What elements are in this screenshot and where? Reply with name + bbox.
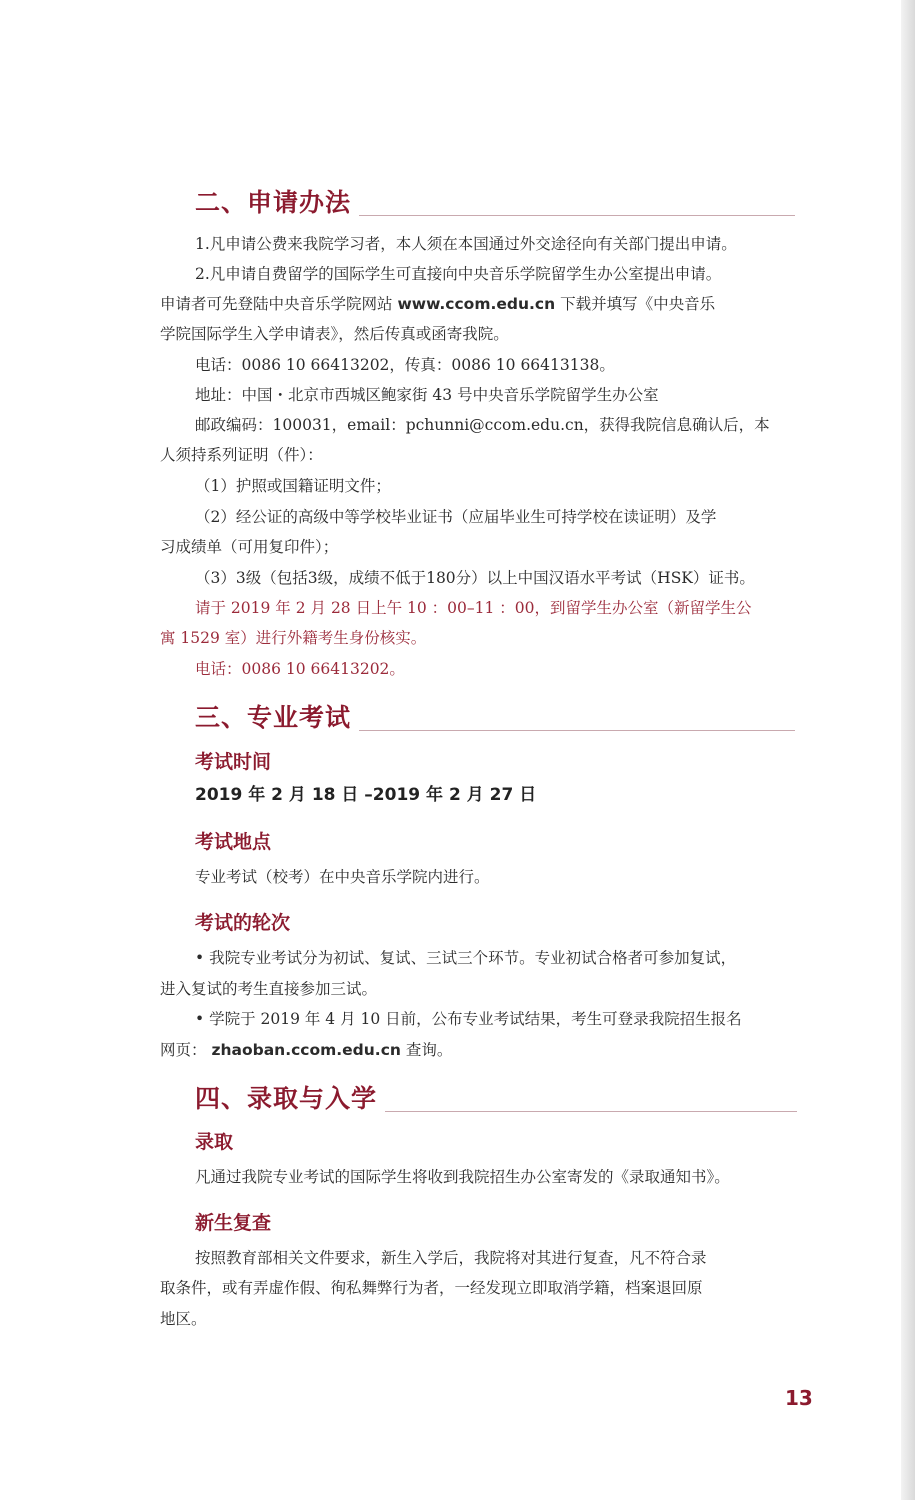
sec2-postcode-email: 邮政编码：100031，email：pchunni@ccom.edu.cn，获得我院信息确认后，本 [195,416,770,434]
section-4-title: 四、录取与入学 [195,1084,378,1113]
website-link[interactable]: www.ccom.edu.cn [397,295,556,313]
exam-place-heading: 考试地点 [195,831,272,853]
admission-site-link[interactable]: zhaoban.ccom.edu.cn [211,1041,401,1059]
exam-rounds-line-4 [160,1039,452,1061]
admission-heading: 录取 [195,1131,234,1153]
exam-rounds-line-4-text: 网页： [160,1041,207,1059]
section-4-rule [385,1111,797,1112]
sec2-line-3-tail: 下载并填写《中央音乐 [560,295,716,313]
section-2-title: 二、申请办法 [195,188,352,217]
exam-place-text: 专业考试（校考）在中央音乐学院内进行。 [195,868,490,886]
section-3-rule [359,730,795,731]
sec2-phone-fax: 电话：0086 10 66413202，传真：0086 10 66413138。 [195,356,615,374]
exam-rounds-line-2: 进入复试的考生直接参加三试。 [160,980,378,998]
sec2-doc-1: （1）护照或国籍证明文件； [195,477,391,495]
review-line-2: 取条件，或有弄虚作假、徇私舞弊行为者，一经发现立即取消学籍，档案退回原 [160,1279,703,1297]
sec2-line-3-text: 申请者可先登陆中央音乐学院网站 [160,295,393,313]
section-2-header [195,187,795,219]
exam-rounds-line-3: • 学院于 2019 年 4 月 10 日前，公布专业考试结果，考生可登录我院招生报名 [195,1010,742,1028]
sec2-address: 地址：中国・北京市西城区鲍家街 43 号中央音乐学院留学生办公室 [195,386,659,404]
review-heading: 新生复查 [195,1212,272,1234]
sec2-verify-notice: 请于 2019 年 2 月 28 日上午 10 ：00–11 ：00，到留学生办公室（新留学生公 [195,599,752,617]
sec2-line-1: 1.凡申请公费来我院学习者，本人须在本国通过外交途径向有关部门提出申请。 [195,235,737,253]
sec2-verify-phone: 电话：0086 10 66413202。 [195,660,405,678]
exam-time-value: 2019 年 2 月 18 日 –2019 年 2 月 27 日 [195,785,537,805]
sec2-line-docs: 人须持系列证明（件）： [160,446,323,464]
sec2-verify-notice-cont: 寓 1529 室）进行外籍考生身份核实。 [160,629,427,647]
exam-rounds-line-1: • 我院专业考试分为初试、复试、三试三个环节。专业初试合格者可参加复试， [195,949,737,967]
sec2-line-2: 2.凡申请自费留学的国际学生可直接向中央音乐学院留学生办公室提出申请。 [195,265,722,283]
page-edge-shadow [901,0,915,1500]
exam-time-heading: 考试时间 [195,751,272,773]
section-2-rule [359,215,795,216]
section-4-header [195,1083,797,1115]
admission-text: 凡通过我院专业考试的国际学生将收到我院招生办公室寄发的《录取通知书》。 [195,1168,730,1186]
sec2-line-3 [160,293,715,315]
section-3-title: 三、专业考试 [195,703,352,732]
sec2-doc-2: （2）经公证的高级中等学校毕业证书（应届毕业生可持学校在读证明）及学 [195,508,717,526]
review-line-1: 按照教育部相关文件要求，新生入学后，我院将对其进行复查，凡不符合录 [195,1249,707,1267]
sec2-line-4: 学院国际学生入学申请表》，然后传真或函寄我院。 [160,325,509,343]
exam-rounds-heading: 考试的轮次 [195,912,291,934]
exam-rounds-line-4-tail: 查询。 [405,1041,453,1059]
page-number: 13 [785,1386,813,1410]
sec2-doc-3: （3）3级（包括3级，成绩不低于180分）以上中国汉语水平考试（HSK）证书。 [195,569,755,587]
document-page [160,0,813,1500]
sec2-doc-2-cont: 习成绩单（可用复印件）； [160,538,339,556]
review-line-3: 地区。 [160,1310,207,1328]
section-3-header [195,702,795,734]
